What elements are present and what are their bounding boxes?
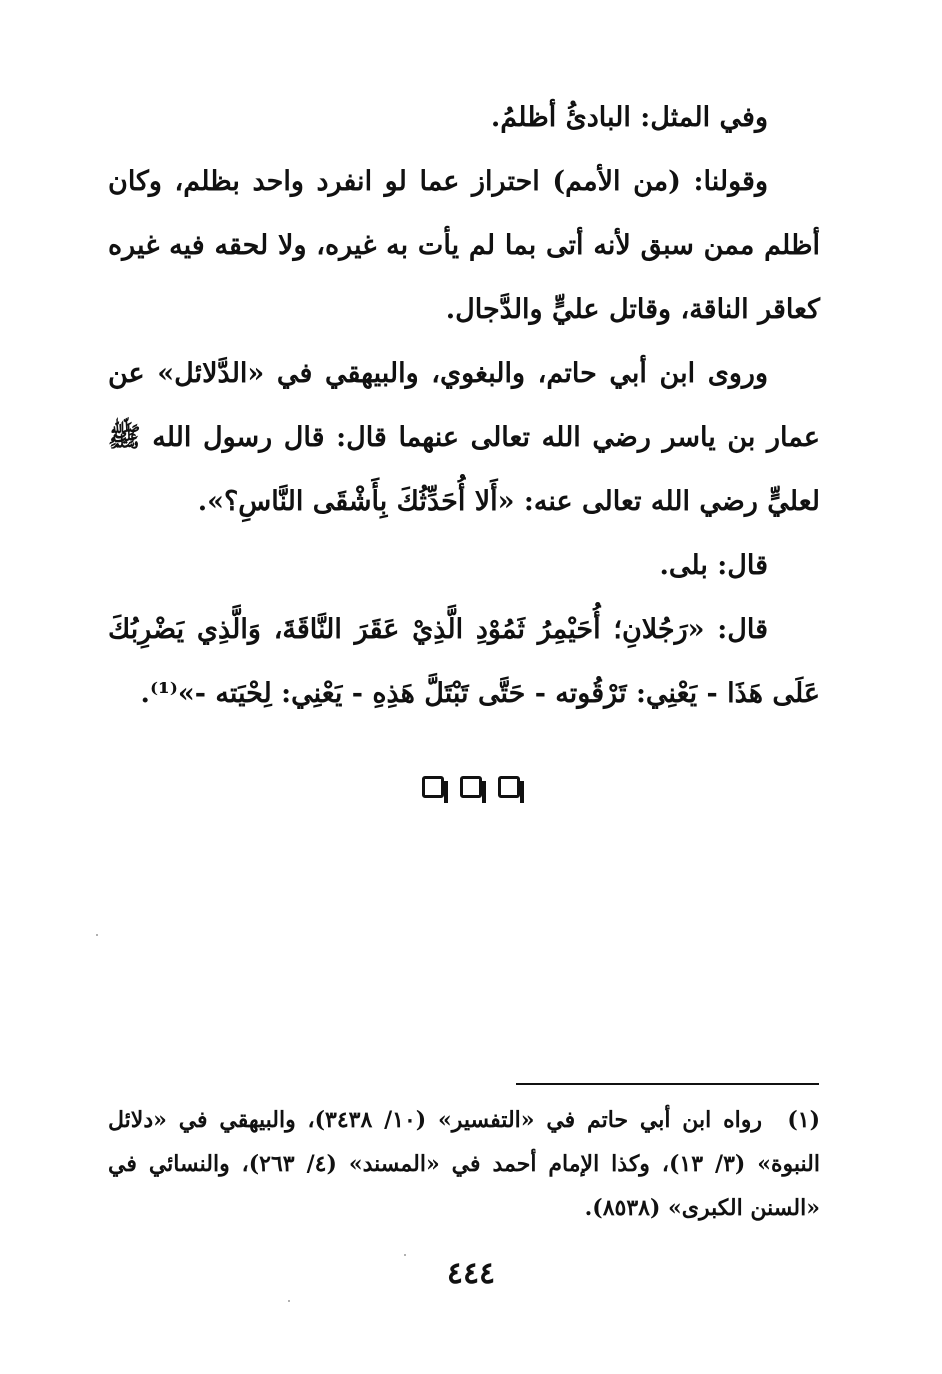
footnote-number: (١)	[787, 1107, 820, 1133]
footnote	[108, 1098, 820, 1230]
separator-box-icon	[422, 776, 444, 798]
separator-box-icon	[460, 776, 482, 798]
section-separator	[0, 776, 942, 806]
main-text	[108, 86, 820, 726]
paragraph-narration: وروى ابن أبي حاتم، والبغوي، والبيهقي في «الدَّلائل» عن عمار بن ياسر رضي الله تعالى عنهما قال: قال رسول الله ﷺ لعليٍّ رضي الله تعالى عنه: «أَلا أُحَدِّثُكَ بِأَشْقَى النَّاسِ؟».	[108, 358, 820, 517]
scan-speck	[404, 1254, 406, 1256]
paragraph-commentary: وقولنا: (من الأمم) احتراز عما لو انفرد واحد بظلم، وكان أظلم ممن سبق لأنه أتى بما لم يأت به غيره، ولا لحقه فيه غيره كعاقر الناقة، وقاتل عليٍّ والدَّجال.	[108, 166, 820, 325]
scan-speck	[288, 1300, 290, 1302]
paragraph-hadith: قال: «رَجُلانِ؛ أُحَيْمِرُ ثَمُوْدِ الَّذِيْ عَقَرَ النَّاقَةَ، وَالَّذِي يَضْرِبُكَ عَلَى هَذَا - يَعْنِي: تَرْقُوته - حَتَّى تَبْتَلَّ هَذِهِ - يَعْنِي: لِحْيَته -»⁽¹⁾.	[108, 614, 820, 709]
page-number: ٤٤٤	[446, 1256, 496, 1291]
paragraph-reply: قال: بلى.	[659, 550, 768, 581]
scan-speck	[96, 934, 98, 936]
footnote-text: رواه ابن أبي حاتم في «التفسير» (١٠/ ٣٤٣٨)، والبيهقي في «دلائل النبوة» (٣/ ١٣)، وكذا الإمام أحمد في «المسند» (٤/ ٢٦٣)، والنسائي في «السنن الكبرى» (٨٥٣٨).	[108, 1107, 821, 1221]
separator-box-icon	[498, 776, 520, 798]
paragraph-proverb: وفي المثل: البادئُ أظلمُ.	[490, 102, 768, 133]
footnote-rule	[516, 1083, 819, 1085]
